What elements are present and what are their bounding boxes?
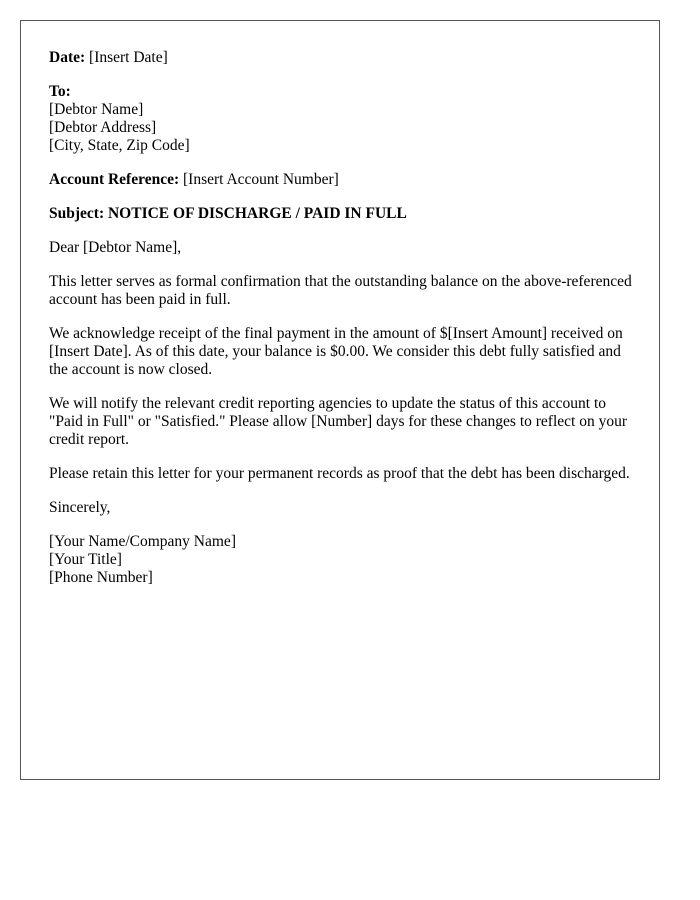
recipient-block bbox=[49, 83, 639, 155]
date-value: [Insert Date] bbox=[89, 49, 168, 66]
letter-body bbox=[49, 49, 639, 603]
subject-value: NOTICE OF DISCHARGE / PAID IN FULL bbox=[107, 205, 407, 222]
account-reference-value: [Insert Account Number] bbox=[183, 171, 339, 188]
subject-label: Subject: bbox=[49, 205, 105, 222]
recipient-city-state-zip: [City, State, Zip Code] bbox=[49, 137, 190, 154]
recipient-name: [Debtor Name] bbox=[49, 101, 144, 118]
paragraph-retain: Please retain this letter for your permanent records as proof that the debt has been discharged. bbox=[49, 465, 630, 482]
paragraph-payment: We acknowledge receipt of the final payment in the amount of $[Insert Amount] received on [Insert Date]. As of this date, your balance is $0.00. We consider this debt fully satisfied and the account is now closed. bbox=[49, 325, 623, 378]
recipient-label: To: bbox=[49, 83, 71, 100]
account-reference-line bbox=[49, 171, 639, 189]
signature-block bbox=[49, 533, 639, 587]
date-line bbox=[49, 49, 639, 67]
signature-name: [Your Name/Company Name] bbox=[49, 533, 236, 550]
account-reference-label: Account Reference: bbox=[49, 171, 180, 188]
signature-title: [Your Title] bbox=[49, 551, 122, 568]
signature-phone: [Phone Number] bbox=[49, 569, 153, 586]
salutation: Dear [Debtor Name], bbox=[49, 239, 182, 256]
closing: Sincerely, bbox=[49, 499, 111, 516]
paragraph-credit-reporting: We will notify the relevant credit reporting agencies to update the status of this account to "Paid in Full" or "Satisfied." Please allow [Number] days for these changes to reflect on your credit report. bbox=[49, 395, 628, 448]
date-label: Date: bbox=[49, 49, 86, 66]
letter-page bbox=[20, 20, 660, 780]
subject-line bbox=[49, 205, 639, 223]
recipient-address: [Debtor Address] bbox=[49, 119, 157, 136]
paragraph-confirmation: This letter serves as formal confirmation that the outstanding balance on the above-referenced account has been paid in full. bbox=[49, 273, 632, 308]
